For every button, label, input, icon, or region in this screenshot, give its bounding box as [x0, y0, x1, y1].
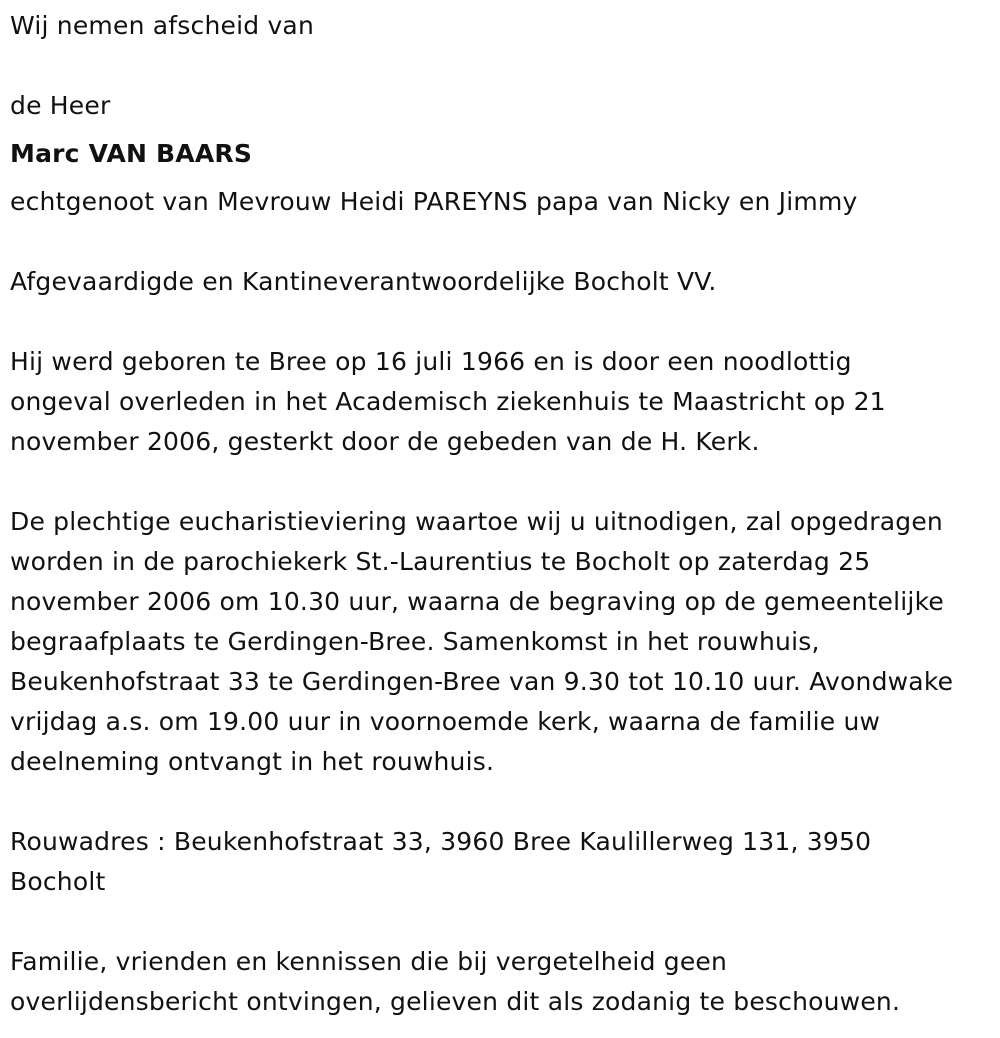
- ceremony-line: worden in de parochiekerk St.-Laurentius te Bocholt op zaterdag 25: [10, 547, 871, 576]
- title-prefix: de Heer: [10, 91, 111, 120]
- birth-death-line: november 2006, gesterkt door de gebeden van de H. Kerk.: [10, 427, 760, 456]
- closing-line: Familie, vrienden en kennissen die bij vergetelheid geen: [10, 947, 728, 976]
- birth-death-line: Hij werd geboren te Bree op 16 juli 1966 en is door een noodlottig: [10, 347, 852, 376]
- ceremony-line: vrijdag a.s. om 19.00 uur in voornoemde kerk, waarna de familie uw: [10, 707, 881, 736]
- ceremony-line: De plechtige eucharistieviering waartoe wij u uitnodigen, zal opgedragen: [10, 507, 943, 536]
- ceremony-line: deelneming ontvangt in het rouwhuis.: [10, 747, 495, 776]
- address-line: Bocholt: [10, 867, 106, 896]
- ceremony-line: november 2006 om 10.30 uur, waarna de begraving op de gemeentelijke: [10, 587, 944, 616]
- address-line: Rouwadres : Beukenhofstraat 33, 3960 Bree Kaulillerweg 131, 3950: [10, 827, 872, 856]
- relations-line: echtgenoot van Mevrouw Heidi PAREYNS papa van Nicky en Jimmy: [10, 187, 858, 216]
- role-line: Afgevaardigde en Kantineverantwoordelijke Bocholt VV.: [10, 267, 717, 296]
- deceased-name: Marc VAN BAARS: [10, 139, 253, 168]
- intro-line: Wij nemen afscheid van: [10, 11, 314, 40]
- closing-line: overlijdensbericht ontvingen, gelieven dit als zodanig te beschouwen.: [10, 987, 901, 1016]
- ceremony-line: begraafplaats te Gerdingen-Bree. Samenkomst in het rouwhuis,: [10, 627, 820, 656]
- birth-death-line: ongeval overleden in het Academisch ziekenhuis te Maastricht op 21: [10, 387, 886, 416]
- ceremony-line: Beukenhofstraat 33 te Gerdingen-Bree van 9.30 tot 10.10 uur. Avondwake: [10, 667, 954, 696]
